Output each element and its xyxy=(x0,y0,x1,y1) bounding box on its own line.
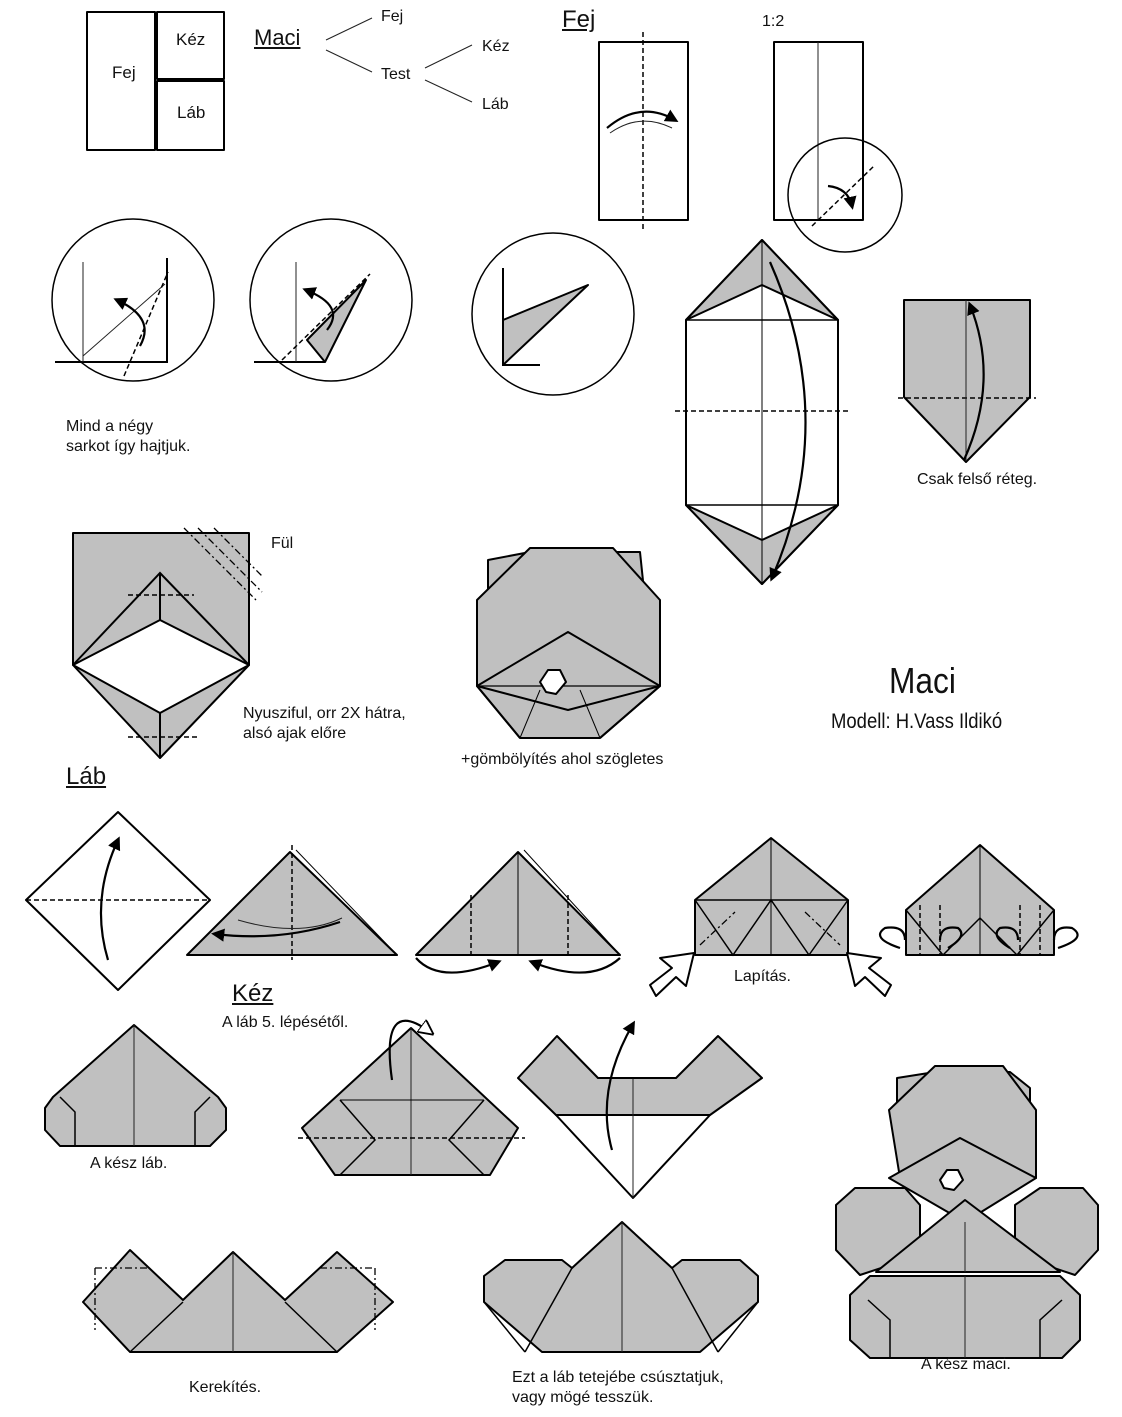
kez-from-step: A láb 5. lépésétől. xyxy=(222,1014,349,1031)
paper-label-kez: Kéz xyxy=(176,30,206,49)
corner-note-line-1: Mind a négy xyxy=(66,418,154,435)
tree-root-label: Maci xyxy=(254,25,301,50)
corner-fold-2 xyxy=(250,219,412,381)
model-author: Modell: H.Vass Ildikó xyxy=(831,710,1003,733)
fej-step-2 xyxy=(774,42,902,252)
kez-step-2 xyxy=(298,1021,525,1175)
corner-note-line-2: sarkot így hajtjuk. xyxy=(66,438,191,455)
fej-hexagon xyxy=(675,240,848,584)
tree-kez-label: Kéz xyxy=(482,38,510,55)
finished-bear-label: A kész maci. xyxy=(921,1356,1011,1373)
insert-note-line-2: vagy mögé tesszük. xyxy=(512,1389,654,1406)
fej-top-layer xyxy=(898,300,1036,462)
paper-label-fej: Fej xyxy=(112,63,136,82)
fej-ears-face xyxy=(73,528,262,758)
kez-rounding xyxy=(83,1250,393,1352)
insert-note-line-1: Ezt a láb tetejébe csúsztatjuk, xyxy=(512,1369,724,1386)
finished-bear xyxy=(836,1066,1098,1358)
lab-step-2 xyxy=(187,845,397,960)
kez-step-3 xyxy=(518,1024,762,1198)
kez-finished-leg xyxy=(45,1025,226,1146)
lab-step-5 xyxy=(880,845,1078,955)
tree-lab-label: Láb xyxy=(482,96,509,113)
lab-step-1 xyxy=(26,812,210,990)
corner-fold-1 xyxy=(52,219,214,381)
kez-insert xyxy=(484,1222,758,1352)
fej-heading: Fej xyxy=(562,6,596,33)
kez-heading: Kéz xyxy=(232,980,274,1007)
finished-head xyxy=(477,548,660,738)
ratio-label: 1:2 xyxy=(762,13,785,30)
top-layer-note: Csak felső réteg. xyxy=(917,471,1038,488)
tree-fej-label: Fej xyxy=(381,8,404,25)
face-note-line-2: alsó ajak előre xyxy=(243,725,347,742)
paper-label-lab: Láb xyxy=(177,103,206,122)
rounding-label: Kerekítés. xyxy=(189,1379,262,1396)
fej-step-1 xyxy=(599,32,688,230)
rounding-note: +gömbölyítés ahol szögletes xyxy=(461,751,664,768)
tree-test-label: Test xyxy=(381,66,411,83)
face-note-line-1: Nyusziful, orr 2X hátra, xyxy=(243,705,406,722)
ear-label: Fül xyxy=(271,535,294,552)
model-title: Maci xyxy=(889,660,956,701)
finished-leg-label: A kész láb. xyxy=(90,1155,168,1172)
lab-heading: Láb xyxy=(66,763,107,790)
parts-tree xyxy=(326,18,472,102)
lab-step-3 xyxy=(416,850,620,973)
flatten-note: Lapítás. xyxy=(734,968,791,985)
corner-fold-3 xyxy=(472,233,634,395)
